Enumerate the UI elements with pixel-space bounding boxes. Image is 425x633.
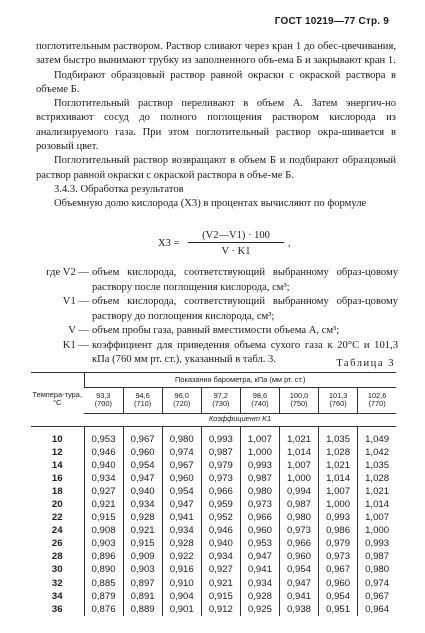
coefficient-cell: 1,014 (358, 498, 396, 511)
temperature-cell: 16 (51, 472, 63, 484)
definition-text: объем кислорода, соответствующий выбранному образ-цовому раствору после поглощения кислорода, см³; (92, 267, 398, 293)
coefficient-cell: 0,986 (319, 524, 358, 537)
paragraph: Подбирают образцовый раствор равной окраски с окраской раствора в объеме Б. (36, 69, 396, 95)
coefficient-cell: 0,974 (358, 577, 396, 590)
table-row (31, 550, 396, 563)
coefficient-cell: 1,000 (240, 446, 279, 459)
coefficient-cell: 0,915 (201, 590, 240, 603)
paragraph: Поглотительный раствор переливают в объем А. Затем энергич-но встряхивают сосуд до полного поглощения раствором кислорода из анализируемого газа. При этом поглотительный раствор окра-шивается в розовый цвет. (36, 98, 396, 153)
coefficient-cell: 0,954 (123, 459, 162, 472)
temperature-cell: 22 (51, 512, 63, 524)
definition-text: объем кислорода, соответствующий выбранному образ-цовому раствору до поглощения кислорода, см³; (92, 296, 398, 322)
coefficient-cell: 0,987 (358, 550, 396, 563)
coefficient-cell: 0,973 (240, 498, 279, 511)
coefficient-cell: 0,966 (201, 485, 240, 498)
pressure-header-cell: 93,3 (700) (84, 387, 123, 413)
table-row (31, 524, 396, 537)
coefficient-cell: 0,947 (162, 498, 201, 511)
coefficient-cell: 0,973 (279, 524, 318, 537)
coefficient-cell: 0,967 (123, 426, 162, 446)
coefficient-cell: 0,928 (162, 537, 201, 550)
coefficient-cell: 0,890 (84, 563, 123, 576)
coefficient-cell: 0,993 (240, 459, 279, 472)
coefficient-cell: 0,960 (123, 446, 162, 459)
coefficient-cell: 0,934 (162, 524, 201, 537)
coefficient-cell: 0,928 (123, 511, 162, 524)
table-row (31, 426, 396, 446)
coefficient-cell: 0,876 (84, 603, 123, 616)
table-row (31, 511, 396, 524)
coefficient-cell: 0,915 (123, 537, 162, 550)
coefficient-cell: 0,952 (201, 511, 240, 524)
coefficient-cell: 0,946 (201, 524, 240, 537)
table-row (31, 563, 396, 576)
coefficient-table (31, 373, 396, 616)
coefficient-cell: 0,947 (279, 577, 318, 590)
coefficient-cell: 0,941 (240, 563, 279, 576)
coefficient-cell: 0,934 (84, 472, 123, 485)
coefficient-cell: 0,973 (201, 472, 240, 485)
pressure-header-cell: 94,6 (710) (123, 387, 162, 413)
table-row (31, 472, 396, 485)
table-row (31, 459, 396, 472)
coefficient-cell: 0,889 (123, 603, 162, 616)
temperature-cell: 30 (51, 564, 63, 576)
coefficient-cell: 0,994 (279, 485, 318, 498)
coefficient-cell: 0,980 (279, 511, 318, 524)
coefficient-cell: 0,928 (240, 590, 279, 603)
coefficient-cell: 1,042 (358, 446, 396, 459)
table-caption: Таблица 3 (336, 358, 395, 369)
definition-row (36, 266, 398, 295)
coefficient-cell: 0,951 (319, 603, 358, 616)
temperature-cell: 14 (51, 459, 63, 471)
coefficient-cell: 1,000 (319, 498, 358, 511)
coefficient-cell: 0,967 (162, 459, 201, 472)
formula-numerator: (V2—V1) · 100 (188, 230, 284, 243)
coefficient-cell: 1,007 (319, 485, 358, 498)
coefficient-cell: 0,980 (358, 563, 396, 576)
temperature-cell: 32 (51, 577, 63, 589)
coefficient-cell: 0,909 (123, 550, 162, 563)
coefficient-cell: 0,987 (240, 472, 279, 485)
coefficient-cell: 0,916 (162, 563, 201, 576)
definition-text: коэффициент для приведения объема сухого газа к 20°С и 101,3 кПа (760 мм рт. ст.), указанный в табл. 3. (92, 339, 398, 365)
temperature-cell: 12 (51, 446, 63, 458)
coefficient-cell: 0,915 (84, 511, 123, 524)
coefficient-cell: 0,927 (84, 485, 123, 498)
definitions-list (36, 266, 398, 368)
definition-key: где V2 — (46, 267, 89, 278)
coefficient-cell: 0,908 (84, 524, 123, 537)
table-row (31, 537, 396, 550)
coefficient-cell: 1,021 (279, 426, 318, 446)
temperature-cell: 10 (51, 433, 63, 445)
coefficient-cell: 0,904 (162, 590, 201, 603)
coefficient-cell: 0,934 (201, 550, 240, 563)
paragraph: поглотительным раствором. Раствор сливают через кран 1 до обес-цвечивания, затем быстро вынимают трубку из заполненного объ-ема Б и закрывают кран 1. (36, 41, 396, 67)
coefficient-cell: 0,979 (201, 459, 240, 472)
formula-tail: , (288, 238, 291, 249)
coefficient-cell: 1,035 (358, 459, 396, 472)
coefficient-cell: 0,947 (240, 550, 279, 563)
body-text (36, 40, 396, 212)
temperature-cell: 18 (51, 485, 63, 497)
temperature-cell: 20 (51, 498, 63, 510)
coefficient-cell: 0,980 (240, 485, 279, 498)
coefficient-cell: 0,912 (201, 603, 240, 616)
coefficient-cell: 0,903 (84, 537, 123, 550)
coefficient-cell: 0,921 (123, 524, 162, 537)
pressure-header-cell: 102,6 (770) (358, 387, 396, 413)
pressure-header-cell: 100,0 (750) (279, 387, 318, 413)
coefficient-cell: 0,960 (162, 472, 201, 485)
temperature-cell: 28 (51, 551, 63, 563)
temperature-header: Темпера-тура, °С (31, 373, 84, 426)
definition-key: V — (68, 325, 89, 336)
coefficient-cell: 0,967 (319, 563, 358, 576)
formula-denominator: V · K1 (221, 246, 251, 257)
coefficient-cell: 0,954 (162, 485, 201, 498)
temperature-cell: 34 (51, 590, 63, 602)
coefficient-cell: 0,987 (201, 446, 240, 459)
coefficient-cell: 0,921 (201, 577, 240, 590)
definition-row (36, 295, 398, 324)
formula (158, 230, 318, 260)
coefficient-cell: 0,974 (162, 446, 201, 459)
coefficient-cell: 0,946 (84, 446, 123, 459)
coefficient-cell: 0,891 (123, 590, 162, 603)
coefficient-cell: 1,000 (358, 524, 396, 537)
coefficient-cell: 0,953 (240, 537, 279, 550)
table-row (31, 446, 396, 459)
pressure-header-cell: 97,2 (730) (201, 387, 240, 413)
coefficient-cell: 0,885 (84, 577, 123, 590)
temperature-cell: 36 (51, 603, 63, 615)
temperature-cell: 24 (51, 525, 63, 537)
coefficient-cell: 1,007 (240, 426, 279, 446)
coefficient-cell: 1,035 (319, 426, 358, 446)
coefficient-cell: 0,901 (162, 603, 201, 616)
coefficient-cell: 0,954 (279, 563, 318, 576)
coefficient-cell: 0,921 (84, 498, 123, 511)
coefficient-cell: 1,049 (358, 426, 396, 446)
coefficient-cell: 0,927 (201, 563, 240, 576)
coefficient-cell: 0,967 (358, 590, 396, 603)
coefficient-cell: 1,007 (279, 459, 318, 472)
coefficient-cell: 0,960 (240, 524, 279, 537)
coefficient-cell: 0,941 (279, 590, 318, 603)
coefficient-cell: 1,021 (358, 485, 396, 498)
coefficient-header: Коэффициент K1 (84, 413, 396, 426)
table-row (31, 485, 396, 498)
coefficient-cell: 0,940 (84, 459, 123, 472)
coefficient-cell: 1,007 (358, 511, 396, 524)
coefficient-cell: 1,028 (319, 446, 358, 459)
coefficient-cell: 1,014 (279, 446, 318, 459)
temperature-cell: 26 (51, 538, 63, 550)
coefficient-cell: 0,910 (162, 577, 201, 590)
coefficient-cell: 0,947 (123, 472, 162, 485)
barometer-header: Показания барометра, кПа (мм рт. ст.) (84, 373, 396, 387)
coefficient-cell: 1,014 (319, 472, 358, 485)
coefficient-cell: 0,960 (279, 550, 318, 563)
page-header: ГОСТ 10219—77 Стр. 9 (274, 16, 389, 27)
coefficient-cell: 0,903 (123, 563, 162, 576)
coefficient-cell: 1,028 (358, 472, 396, 485)
section-heading: 3.4.3. Обработка результатов (54, 183, 184, 195)
coefficient-cell: 0,964 (358, 603, 396, 616)
coefficient-cell: 0,993 (358, 537, 396, 550)
coefficient-cell: 0,973 (319, 550, 358, 563)
coefficient-cell: 0,896 (84, 550, 123, 563)
coefficient-cell: 1,021 (319, 459, 358, 472)
pressure-header-cell: 101,3 (760) (319, 387, 358, 413)
table-row (31, 590, 396, 603)
coefficient-cell: 0,953 (84, 426, 123, 446)
coefficient-cell: 0,940 (123, 485, 162, 498)
paragraph: Поглотительный раствор возвращают в объем Б и подбирают образцовый раствор равной окраски с окраской раствора в объе-ме Б. (36, 155, 396, 181)
table-row (31, 577, 396, 590)
definition-text: объем пробы газа, равный вместимости объема А, см³; (92, 325, 340, 336)
coefficient-cell: 0,925 (240, 603, 279, 616)
coefficient-cell: 0,897 (123, 577, 162, 590)
pressure-header-cell: 98,6 (740) (240, 387, 279, 413)
coefficient-cell: 0,934 (123, 498, 162, 511)
definition-key: K1 — (62, 339, 89, 351)
paragraph: Объемную долю кислорода (X3) в процентах вычисляют по формуле (54, 198, 367, 210)
coefficient-cell: 0,922 (162, 550, 201, 563)
coefficient-cell: 0,987 (279, 498, 318, 511)
coefficient-cell: 0,966 (279, 537, 318, 550)
coefficient-cell: 0,979 (319, 537, 358, 550)
table-body (31, 426, 396, 616)
coefficient-cell: 0,980 (162, 426, 201, 446)
definition-key: V1 — (62, 296, 89, 307)
coefficient-cell: 0,954 (319, 590, 358, 603)
formula-lhs: X3 = (158, 238, 180, 249)
coefficient-cell: 1,000 (279, 472, 318, 485)
coefficient-cell: 0,940 (201, 537, 240, 550)
coefficient-cell: 0,934 (240, 577, 279, 590)
coefficient-cell: 0,941 (162, 511, 201, 524)
coefficient-cell: 0,993 (201, 426, 240, 446)
coefficient-cell: 0,966 (240, 511, 279, 524)
table-row (31, 498, 396, 511)
table-row (31, 603, 396, 616)
pressure-header-row (31, 387, 396, 413)
coefficient-cell: 0,960 (319, 577, 358, 590)
coefficient-cell: 0,879 (84, 590, 123, 603)
coefficient-cell: 0,993 (319, 511, 358, 524)
pressure-header-cell: 96,0 (720) (162, 387, 201, 413)
definition-row (36, 324, 398, 339)
coefficient-cell: 0,938 (279, 603, 318, 616)
coefficient-cell: 0,959 (201, 498, 240, 511)
